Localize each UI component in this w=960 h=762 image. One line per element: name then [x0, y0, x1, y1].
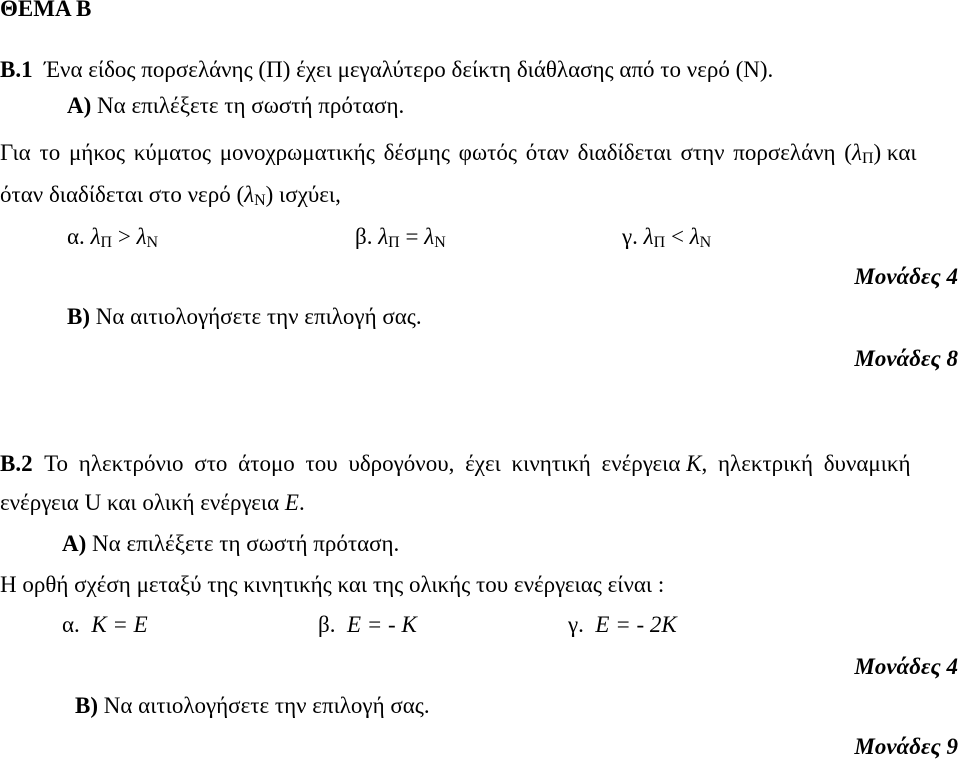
- k-symbol: K: [686, 451, 702, 476]
- subscript-p: Π: [388, 234, 400, 251]
- b1-text: Ένα είδος πορσελάνης (Π) έχει μεγαλύτερο δείκτη διάθλασης από το νερό (Ν).: [44, 57, 774, 82]
- b1-marks-a: Μονάδες 4: [854, 264, 958, 289]
- lambda-symbol: λ: [643, 224, 654, 249]
- b1-part-a-text: Να επιλέξετε τη σωστή πρόταση.: [97, 93, 405, 118]
- operator: =: [405, 224, 419, 249]
- lambda-symbol: λ: [689, 224, 700, 249]
- b2-part-a-label: Α): [62, 531, 87, 556]
- b2-text2: ενέργεια U και ολική ενέργεια: [0, 490, 280, 515]
- option-label: β.: [318, 612, 336, 637]
- option-lhs: E: [346, 612, 362, 637]
- b2-statement-line2: [0, 488, 305, 518]
- option-label: β.: [355, 224, 373, 249]
- lambda-symbol: λ: [851, 140, 862, 165]
- b2-part-a: [62, 529, 399, 559]
- subscript-n: Ν: [146, 234, 159, 251]
- b1-para-text2: όταν διαδίδεται στο νερό (: [0, 182, 245, 207]
- lambda-symbol: λ: [136, 224, 147, 249]
- subscript-n: Ν: [434, 234, 446, 251]
- operator: <: [670, 224, 684, 249]
- b2-text1-end: , ηλεκτρική δυναμική: [701, 451, 911, 476]
- b2-question: Η ορθή σχέση μεταξύ της κινητικής και της ολικής του ενέργειας είναι :: [0, 572, 665, 597]
- option-label: γ.: [622, 224, 638, 249]
- b2-marks-a: Μονάδες 4: [854, 654, 958, 679]
- b1-part-b-text: Να αιτιολογήσετε την επιλογή σας.: [95, 304, 422, 329]
- option-rhs: = - K: [366, 612, 417, 637]
- option-lhs: E: [595, 612, 610, 637]
- subscript-p: Π: [861, 150, 874, 167]
- b2-text2-end: .: [298, 490, 305, 515]
- e-symbol: E: [284, 490, 299, 515]
- b1-statement: [0, 55, 773, 85]
- b1-part-a-label: Α): [67, 93, 92, 118]
- b2-option-b: [318, 610, 417, 640]
- subscript-p: Π: [100, 234, 113, 251]
- b1-para-text1-end: ) και: [873, 140, 917, 165]
- b1-number: Β.1: [0, 57, 33, 82]
- subscript-n: Ν: [699, 234, 712, 251]
- b2-part-b: [75, 691, 430, 721]
- option-label: α.: [62, 612, 80, 637]
- option-label: γ.: [568, 612, 584, 637]
- b1-part-a: [67, 91, 404, 121]
- subscript-n: Ν: [254, 192, 266, 209]
- b1-part-b-label: Β): [67, 304, 90, 329]
- b2-text1: Το ηλεκτρόνιο στο άτομο του υδρογόνου, έχει κινητική ενέργεια: [44, 451, 681, 476]
- subscript-p: Π: [653, 234, 666, 251]
- b2-part-b-text: Να αιτιολογήσετε την επιλογή σας.: [103, 693, 430, 718]
- b1-para-text1: Για το μήκος κύματος μονοχρωματικής δέσμης φωτός όταν διαδίδεται στην πορσελάνη (: [0, 140, 852, 165]
- option-label: α.: [67, 224, 85, 249]
- b2-statement-line1: [0, 449, 960, 479]
- b1-option-b: [355, 222, 446, 258]
- b2-part-b-label: Β): [75, 693, 98, 718]
- option-lhs: K: [91, 612, 107, 637]
- b1-option-c: [622, 222, 711, 258]
- b1-para-text2-end: ) ισχύει,: [265, 182, 341, 207]
- b1-paragraph-line2: [0, 180, 341, 216]
- b1-part-b: [67, 302, 422, 332]
- b1-option-a: [67, 222, 158, 258]
- b2-option-c: [568, 610, 677, 640]
- lambda-symbol: λ: [378, 224, 389, 249]
- b1-paragraph-line1: [0, 138, 960, 174]
- b1-marks-b: Μονάδες 8: [854, 346, 958, 371]
- option-rhs: = E: [112, 612, 148, 637]
- b2-number: Β.2: [0, 451, 33, 476]
- lambda-symbol: λ: [244, 182, 255, 207]
- option-rhs: = - 2K: [615, 612, 677, 637]
- b2-option-a: [62, 610, 148, 640]
- section-heading: ΘΕΜΑ Β: [0, 0, 92, 21]
- operator: >: [117, 224, 131, 249]
- b2-part-a-text: Να επιλέξετε τη σωστή πρόταση.: [92, 531, 400, 556]
- lambda-symbol: λ: [424, 224, 435, 249]
- lambda-symbol: λ: [90, 224, 101, 249]
- b2-marks-b: Μονάδες 9: [854, 734, 958, 759]
